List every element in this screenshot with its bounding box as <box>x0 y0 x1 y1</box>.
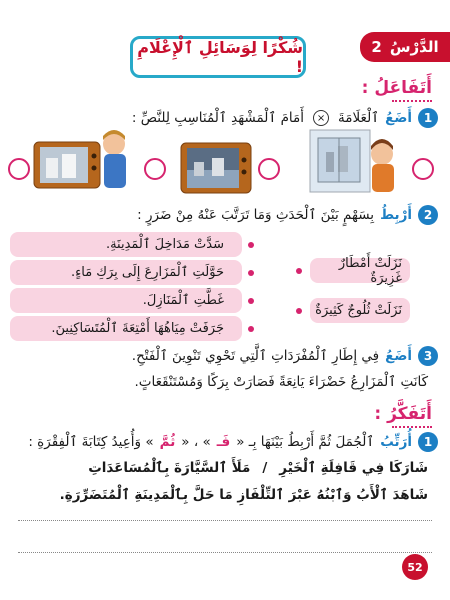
question-text: أَمَامَ ٱلْمَشْهَدِ ٱلْمُنَاسِبِ لِلنَّصِّ : <box>131 110 305 126</box>
question-text: بِسَهْمٍ بَيْنَ ٱلْحَدَثِ وَمَا تَرَتَّبَ عَنْهُ مِنْ ضَرَرٍ : <box>137 207 375 223</box>
scene-boy-window-illustration <box>306 128 402 194</box>
answer-circle-middle[interactable] <box>258 158 280 180</box>
question-text: » وَأُعِيدُ كِتَابَةَ ٱلْفِقْرَةِ : <box>28 434 154 450</box>
page-number: 52 <box>402 554 428 580</box>
section-title-interact: أَتَفَاعَلُ : <box>362 78 432 102</box>
answer-circle-middle-left[interactable] <box>144 158 166 180</box>
question-1-instruction <box>18 108 438 128</box>
consequence-item[interactable] <box>10 288 242 313</box>
consequence-item[interactable] <box>10 316 242 341</box>
question-2-instruction <box>18 205 438 225</box>
event-item[interactable] <box>310 255 410 286</box>
scene-tv-boy-illustration <box>30 128 132 190</box>
consequence-text: سَدَّتْ مَدَاخِلَ ٱلْمَدِينَةِ. <box>105 237 224 252</box>
question-verb: أَضَعُ <box>385 110 412 126</box>
connect-dot[interactable] <box>296 308 302 314</box>
answer-circle-right[interactable] <box>412 158 434 180</box>
think-sentences-line-1 <box>14 460 428 476</box>
linker-thumma: ثُمَّ <box>159 434 176 450</box>
sentence-separator: / <box>262 460 268 476</box>
consequence-item[interactable] <box>10 232 242 257</box>
think-sentences-line-2: شَاهَدَ ٱلْأَبُ وَٱبْنُهُ عَبْرَ ٱلتِّلْفَازِ مَا حَلَّ بِٱلْمَدِينَةِ ٱلْمُتَضَرِّرَةِ. <box>59 487 428 503</box>
lesson-label: الدَّرْسُ <box>389 38 439 56</box>
section-title-think: أَتَفَكَّرُ : <box>374 404 432 428</box>
connect-dot[interactable] <box>248 298 254 304</box>
event-text: نَزَلَتْ ثُلُوجٌ كَثِيرَةٌ <box>315 303 402 318</box>
question-3-instruction <box>18 346 438 366</box>
lesson-title-box <box>130 36 306 78</box>
answer-writing-line[interactable] <box>18 552 432 553</box>
consequence-item[interactable] <box>10 260 242 285</box>
lesson-title: شُكْرًا لِوَسَائِلِ ٱلْإِعْلَامِ ! <box>137 38 303 76</box>
question-text: فِي إِطَارِ ٱلْمُفْرَدَاتِ ٱلَّتِي تَحْوِي تَنْوِينَ ٱلْفَتْحِ. <box>131 348 380 364</box>
event-item[interactable] <box>310 298 410 323</box>
linker-fa: فَـ <box>216 434 231 450</box>
question-text: ٱلْجُمَلَ ثُمَّ أَرْبِطُ بَيْنَهَا بِـ « <box>236 434 375 450</box>
connect-dot[interactable] <box>248 270 254 276</box>
question-number-badge: 1 <box>418 108 438 128</box>
x-mark-icon: × <box>313 110 329 126</box>
sentence-part: شَارَكَا فِي قَافِلَةِ ٱلْخَيْرِ <box>279 460 428 476</box>
connect-dot[interactable] <box>248 326 254 332</box>
think-question-1-instruction <box>18 432 438 452</box>
question-text: ٱلْعَلَامَةَ <box>338 110 380 126</box>
question-number-badge: 3 <box>418 346 438 366</box>
question-text: » ، « <box>181 434 211 450</box>
connect-dot[interactable] <box>248 242 254 248</box>
scene-tv-storm-illustration <box>180 140 252 196</box>
consequence-text: جَرَفَتْ مِيَاهُهَا أَمْتِعَةَ ٱلْمُتَسَاكِنِينَ. <box>51 321 224 336</box>
lesson-number: 2 <box>371 38 382 56</box>
question-number-badge: 1 <box>418 432 438 452</box>
question-verb: أَرْبِطُ <box>380 207 412 223</box>
question-verb: أُرَتِّبُ <box>380 434 412 450</box>
answer-circle-left[interactable] <box>8 158 30 180</box>
consequence-text: حَوَّلَتِ ٱلْمَزَارِعَ إِلَى بِرَكِ مَاءٍ. <box>70 265 224 280</box>
answer-writing-line[interactable] <box>18 520 432 521</box>
question-number-badge: 2 <box>418 205 438 225</box>
q3-sentence: كَانَتِ ٱلْمَزَارِعُ خَضْرَاءَ يَانِعَةً فَصَارَتْ بِرَكًا وَمُسْتَنْقَعَاتٍ. <box>134 374 428 390</box>
sentence-part: مَلَأَ ٱلسَّيَّارَةَ بِٱلْمُسَاعَدَاتِ <box>88 460 251 476</box>
question-verb: أَضَعُ <box>385 348 412 364</box>
consequence-text: غَطَّتِ ٱلْمَنَازِلَ. <box>142 293 224 308</box>
connect-dot[interactable] <box>296 268 302 274</box>
lesson-tab <box>360 32 450 62</box>
event-text: نَزَلَتْ أَمْطَارٌ غَزِيرَةٌ <box>338 255 402 286</box>
